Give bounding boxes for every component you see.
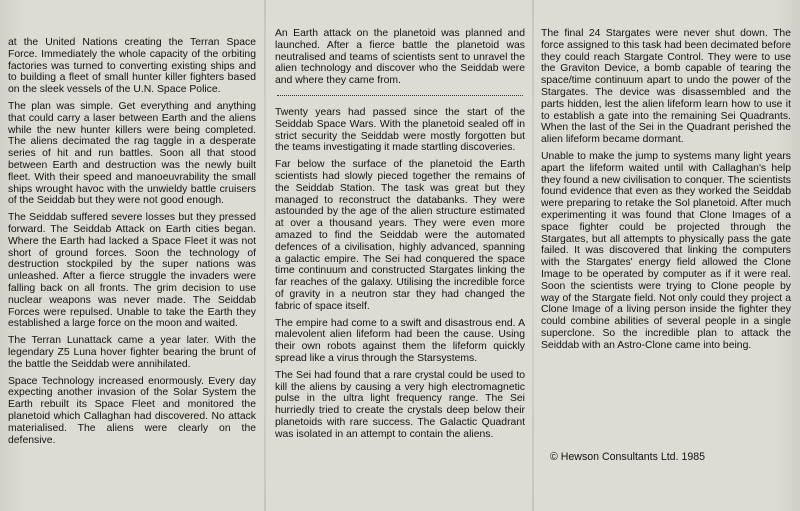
- paragraph: Space Technology increased enormously. Every day expecting another invasion of the Solar System the Earth rebuilt its Space Fleet and monitored the planetoid which Callaghan had discovered. No attack materialised. The aliens were clearly on the defensive.: [8, 375, 256, 446]
- paragraph: The final 24 Stargates were never shut down. The force assigned to this task had been decimated before they could reach Stargate Control. They were to use the Graviton Device, a bomb capable of tearing the space/time continuum apart to undo the power of the Stargates. The device was disassembled and the parts hidden, lest the alien lifeform learn how to use it to establish a gate into the remaining Sei Quadrants. When the last of the Sei in the Quadrant perished the alien lifeform became dormant.: [541, 28, 791, 146]
- paragraph: Far below the surface of the planetoid the Earth scientists had slowly pieced together the remains of the Seiddab Station. The task was great but they managed to reconstruct the databanks. They were astounded by the age of the alien structure estimated at over a thousand years. They were even more amazed to find the Seiddab were the automated defences of a civilisation, highly advanced, spanning a galactic empire. The Sei had conquered the space time continuum and constructed Stargates linking the far reaches of the galaxy. Utilising the incredible force of gravity in a neutron star they had changed the fabric of space itself.: [275, 159, 525, 312]
- paragraph: An Earth attack on the planetoid was planned and launched. After a fierce battle the planetoid was neutralised and teams of scientists sent to unravel the alien technology and discover who the Seiddab were and where they came from.: [275, 28, 525, 87]
- text-column-2: [275, 28, 525, 446]
- paragraph: Twenty years had passed since the start of the Seiddab Space Wars. With the planetoid sealed off in strict security the Seiddab were mostly forgotten but the teams investigating it made startling discoveries.: [275, 106, 525, 154]
- dotted-divider: [277, 95, 523, 96]
- paragraph: The Terran Lunattack came a year later. With the legendary Z5 Luna hover fighter bearing the brunt of the battle the Seiddab were annihilated.: [8, 335, 256, 370]
- text-column-1: [8, 37, 256, 451]
- copyright-notice: © Hewson Consultants Ltd. 1985: [550, 451, 706, 463]
- text-column-3: [541, 28, 791, 357]
- paragraph: at the United Nations creating the Terran Space Force. Immediately the whole capacity of the orbiting factories was turned to converting existing ships and to building a fleet of small hunter killer fighters based on the sleek vessels of the U.N. Space Police.: [8, 37, 256, 96]
- paragraph: The Sei had found that a rare crystal could be used to kill the aliens by causing a very high electromagnetic pulse in the ultra light frequency range. The Sei hurriedly tried to create the crystals deep below their planetoids with rare success. The Galactic Quadrant was isolated in an attempt to contain the aliens.: [275, 369, 525, 440]
- paragraph: Unable to make the jump to systems many light years apart the lifeform waited until with Callaghan's help they found a new civilisation to conquer. The scientists found evidence that even as they worked the Seiddab were preparing to retake the Sol planetoid. After much experimenting it was found that Clone Images of a space fighter could be projected through the Stargates, but all attempts to physically pass the gate failed. It was discovered that linking the computers with the Stargates' energy field allowed the Clone Image to be operated by computer as if it were real. Soon the scientists were trying to Clone people by way of the Stargate field. Not only could they project a Clone Image of a living person inside the fighter they could combine abilities of several people in a single superclone. So the incredible plan to attack the Seiddab with an Astro-Clone came into being.: [541, 150, 791, 351]
- page-fold-line: [264, 0, 266, 511]
- page-fold-line: [532, 0, 534, 511]
- paragraph: The Seiddab suffered severe losses but they pressed forward. The Seiddab Attack on Earth cities began. Where the Earth had lacked a Space Fleet it was not short of ground forces. Soon the technology of destruction stockpiled by the super nations was unleashed. After a fierce struggle the invaders were falling back on all fronts. The grim decision to use nuclear weapons was never made. The Seiddab Forces were repulsed. Unable to take the Earth they established a large force on the moon and waited.: [8, 212, 256, 330]
- paragraph: The empire had come to a swift and disastrous end. A malevolent alien lifeform had been the cause. Using their own robots against them the lifeform quickly spread like a virus through the Starsystems.: [275, 317, 525, 364]
- paragraph: The plan was simple. Get everything and anything that could carry a laser between Earth and the aliens while the new hunter killers were being completed. The aliens decimated the rag taggle in a desperate series of hit and run battles. Soon all that stood between Earth and destruction was the newly built fleet. With their speed and manoeuvrability the small ships wrought havoc with the unwieldy battle cruisers of the Seiddab but they were not good enough.: [8, 100, 256, 207]
